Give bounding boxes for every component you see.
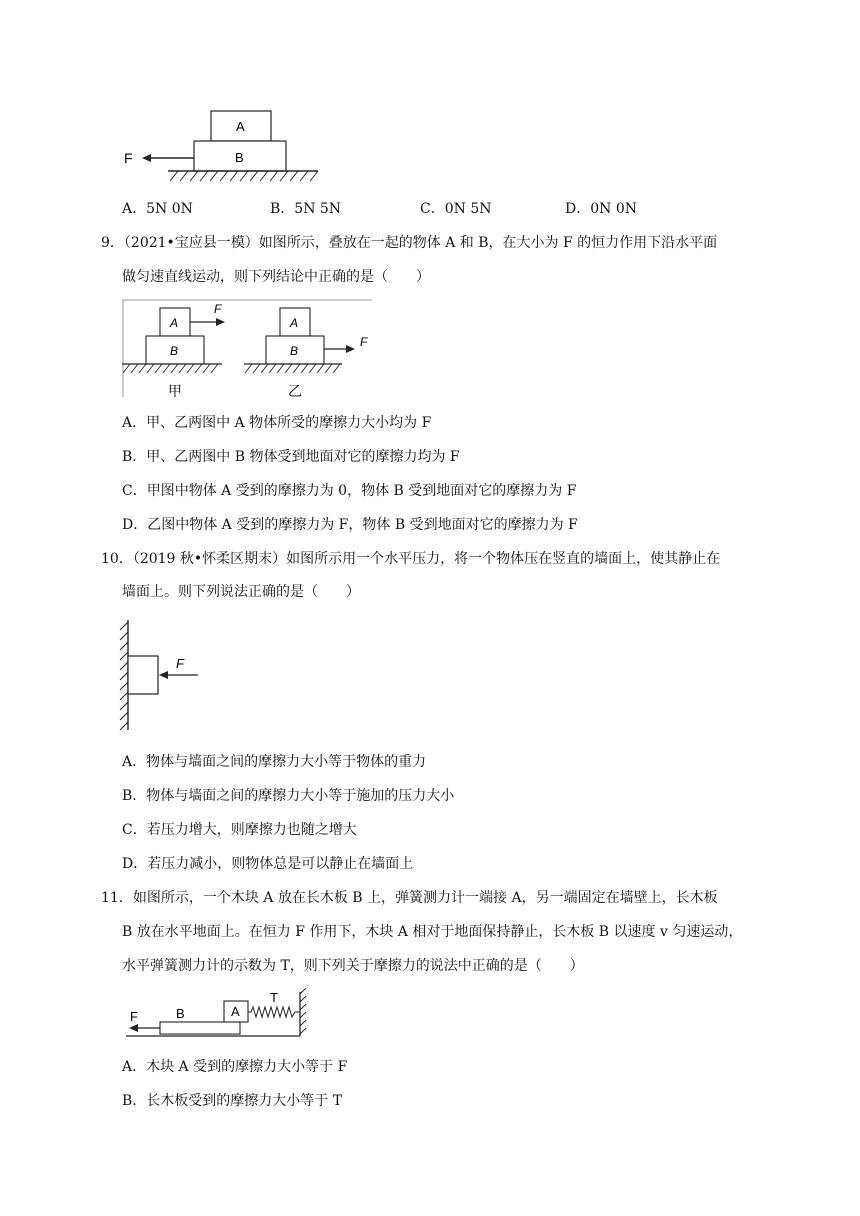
q9-option-c: C．甲图中物体 A 受到的摩擦力为 0，物体 B 受到地面对它的摩擦力为 F: [122, 483, 577, 499]
force-arrowhead: [159, 671, 168, 679]
spring: [248, 1007, 300, 1017]
label-a: A: [236, 119, 245, 134]
q10-option-b: B．物体与墙面之间的摩擦力大小等于施加的压力大小: [122, 788, 455, 804]
label-a: A: [231, 1004, 240, 1019]
yi-label-f: F: [360, 335, 368, 349]
q10-option-d: D．若压力减小，则物体总是可以静止在墙面上: [122, 856, 414, 872]
q8-option-c: C．0N 5N: [420, 201, 492, 217]
jia-ground-hatch: [123, 364, 218, 373]
jia-force-arrowhead: [216, 318, 225, 326]
q8-option-b: B．5N 5N: [270, 201, 342, 217]
yi-ground-hatch: [245, 364, 340, 373]
q9-figure: [122, 299, 374, 403]
q11-stem-line-2: B 放在水平地面上。在恒力 F 作用下，木块 A 相对于地面保持静止，长木板 B 以速度 v 匀速运动，: [122, 924, 743, 940]
q11-figure: [124, 988, 308, 1044]
q8-option-d: D．0N 0N: [565, 201, 637, 217]
force-arrowhead: [129, 1024, 138, 1032]
q9-stem-line-2: 做匀速直线运动，则下列结论中正确的是（ ）: [122, 269, 430, 285]
yi-force-arrowhead: [346, 345, 355, 353]
label-b: B: [235, 150, 244, 165]
q10-figure: [118, 618, 208, 734]
wall-hatch: [300, 988, 306, 1034]
jia-label-b: B: [170, 344, 179, 358]
q10-option-c: C．若压力增大，则摩擦力也随之增大: [122, 822, 357, 838]
jia-label-f: F: [214, 302, 222, 316]
q11-stem-line-3: 水平弹簧测力计的示数为 T，则下列关于摩擦力的说法中正确的是（ ）: [122, 958, 584, 974]
block: [128, 656, 158, 694]
q9-option-d: D．乙图中物体 A 受到的摩擦力为 F，物体 B 受到地面对它的摩擦力为 F: [122, 517, 578, 533]
q9-option-a: A．甲、乙两图中 A 物体所受的摩擦力大小均为 F: [122, 415, 432, 431]
q9-option-b: B．甲、乙两图中 B 物体受到地面对它的摩擦力均为 F: [122, 449, 460, 465]
ground-hatch: [170, 171, 318, 181]
wall-hatch: [120, 622, 128, 730]
label-f: F: [176, 656, 184, 671]
q11-stem-line-1: 11．如图所示，一个木块 A 放在长木板 B 上，弹簧测力计一端接 A，另一端固定在墙壁上，长木板: [101, 890, 718, 906]
label-f: F: [130, 1009, 138, 1024]
caption-yi: 乙: [288, 383, 302, 399]
force-arrowhead: [142, 154, 151, 162]
label-f: F: [124, 150, 133, 166]
q10-stem-line-2: 墙面上。则下列说法正确的是（ ）: [122, 584, 360, 600]
q10-option-a: A．物体与墙面之间的摩擦力大小等于物体的重力: [122, 754, 427, 770]
q11-option-b: B．长木板受到的摩擦力大小等于 T: [122, 1093, 343, 1109]
board-b: [160, 1022, 240, 1034]
yi-label-a: A: [290, 316, 299, 330]
q8-figure: [118, 106, 328, 186]
q9-stem-line-1: 9．（2021•宝应县一模）如图所示，叠放在一起的物体 A 和 B，在大小为 F 的恒力作用下沿水平面: [101, 235, 718, 251]
q8-option-a: A．5N 0N: [122, 201, 193, 217]
q11-option-a: A．木块 A 受到的摩擦力大小等于 F: [122, 1059, 348, 1075]
label-t: T: [270, 990, 278, 1005]
yi-label-b: B: [290, 344, 299, 358]
jia-label-a: A: [170, 316, 179, 330]
caption-jia: 甲: [168, 383, 182, 399]
q10-stem-line-1: 10．（2019 秋•怀柔区期末）如图所示用一个水平压力，将一个物体压在竖直的墙面上，使其静止在: [101, 551, 721, 567]
label-b: B: [176, 1006, 185, 1021]
